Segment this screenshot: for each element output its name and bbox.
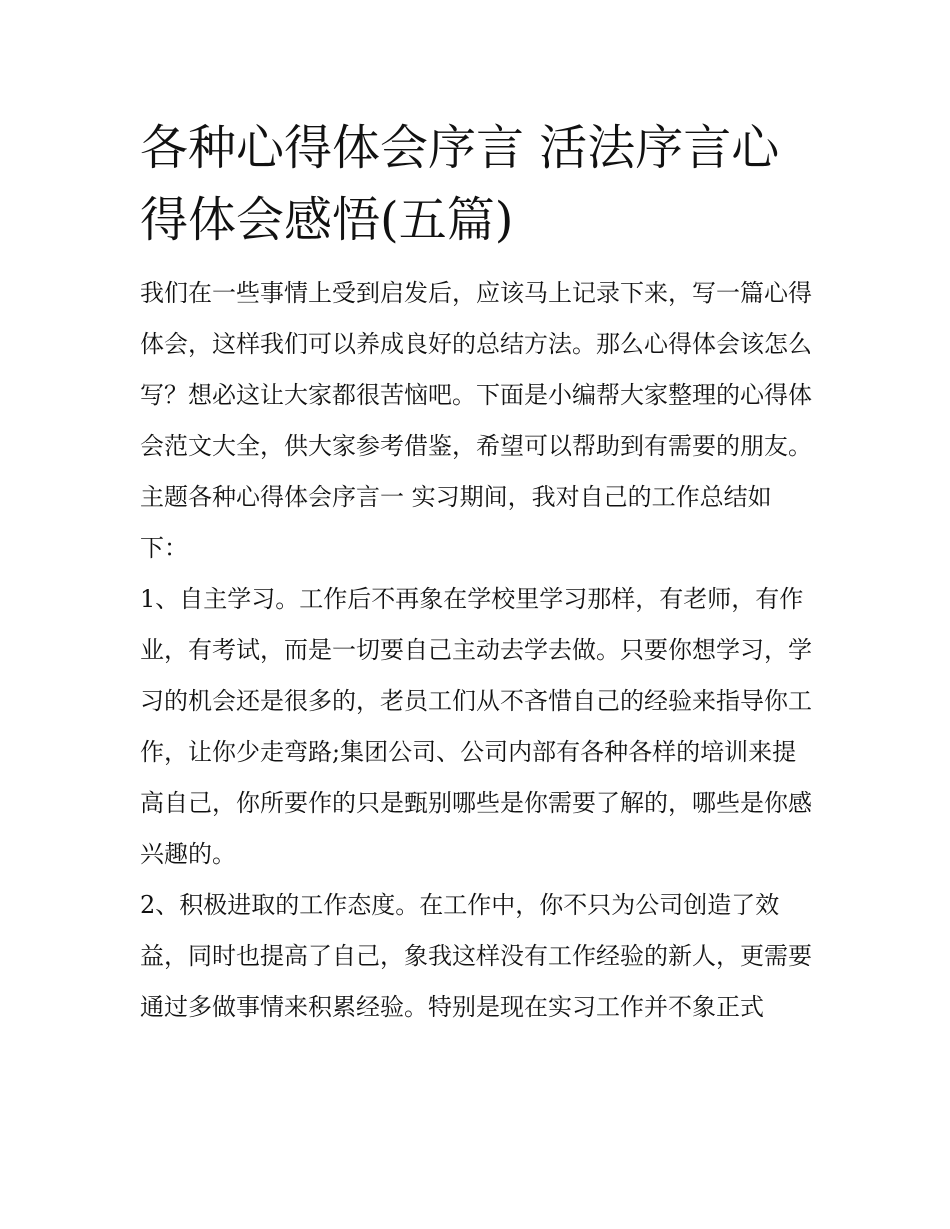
paragraph-point-1: 1、自主学习。工作后不再象在学校里学习那样，有老师，有作业，有考试，而是一切要自己主动去学去做。只要你想学习，学习的机会还是很多的，老员工们从不吝惜自己的经验来指导你工作，让你少走弯路;集团公司、公司内部有各种各样的培训来提高自己，你所要作的只是甄别哪些是你需要了解的，哪些是你感兴趣的。 — [140, 585, 812, 868]
paragraph-topic: 主题各种心得体会序言一 实习期间，我对自己的工作总结如下： — [140, 483, 772, 562]
paragraph-point-2: 2、积极进取的工作态度。在工作中，你不只为公司创造了效益，同时也提高了自己，象我这样没有工作经验的新人，更需要通过多做事情来积累经验。特别是现在实习工作并不象正式 — [140, 891, 812, 1021]
document-title: 各种心得体会序言 活法序言心得体会感悟(五篇) — [140, 120, 780, 248]
paragraph-intro: 我们在一些事情上受到启发后，应该马上记录下来，写一篇心得体会，这样我们可以养成良好的总结方法。那么心得体会该怎么写？想必这让大家都很苦恼吧。下面是小编帮大家整理的心得体会范文大全，供大家参考借鉴，希望可以帮助到有需要的朋友。 — [140, 279, 812, 460]
document-body — [140, 112, 816, 1033]
